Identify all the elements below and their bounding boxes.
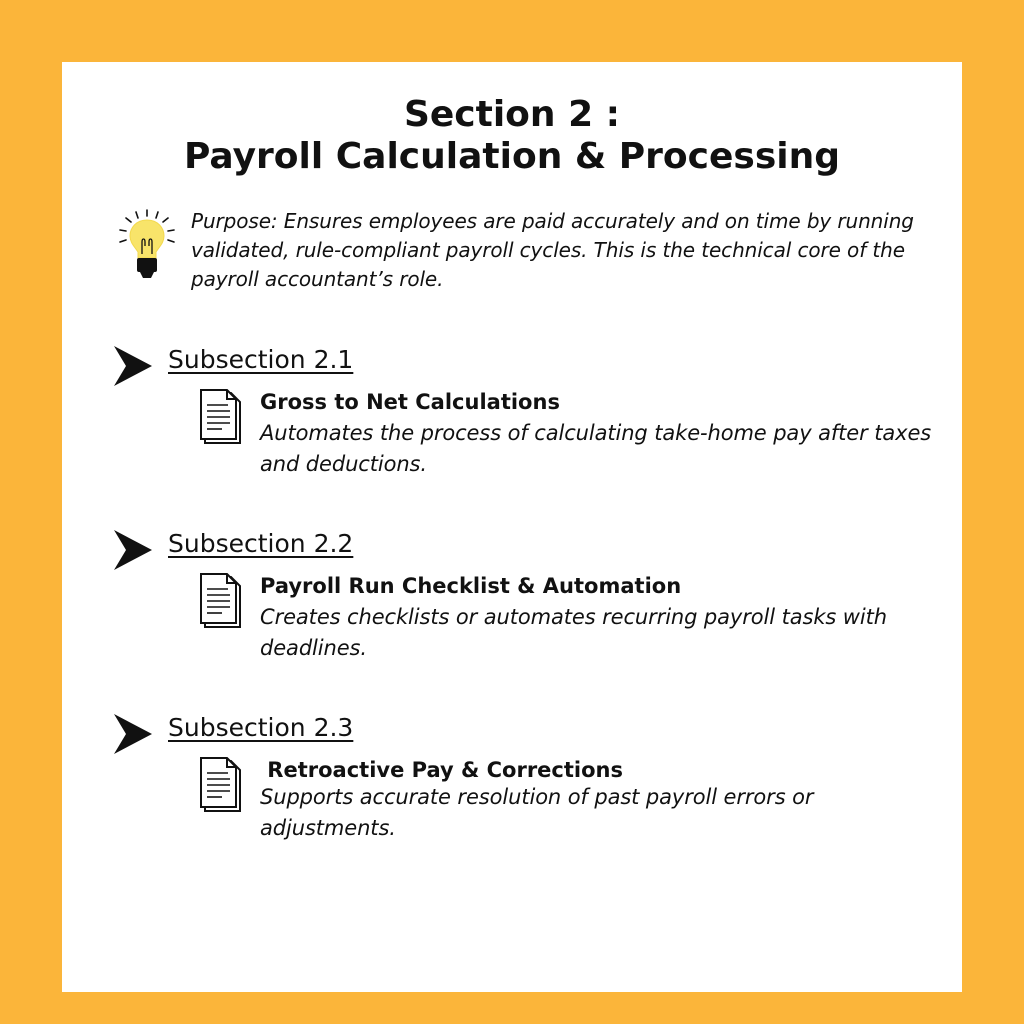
page-title-line-2: Payroll Calculation & Processing [183,136,840,177]
item-title: Retroactive Pay & Corrections [260,758,623,782]
subsection-heading: Subsection 2.2 [168,529,354,558]
item-description: Creates checklists or automates recurring payroll tasks with deadlines. [260,605,887,660]
purpose-text: Purpose: Ensures employees are paid accurately and on time by running validated, rule-compliant payroll cycles. This is the technical core of the payroll accountant’s role. [191,209,914,291]
subsection-heading: Subsection 2.3 [168,713,354,742]
item-description: Automates the process of calculating take-home pay after taxes and deductions. [260,421,932,476]
document-icon [198,388,244,446]
page-title-line-1: Section 2 : [403,94,621,135]
document-icon [198,572,244,630]
item-title: Payroll Run Checklist & Automation [260,574,682,598]
subsection-2-1 [62,344,962,484]
subsection-2-3 [62,712,962,852]
arrow-icon [112,528,154,572]
item-title: Gross to Net Calculations [260,390,560,414]
arrow-icon [112,344,154,388]
arrow-icon [112,712,154,756]
document-icon [198,756,244,814]
subsection-heading: Subsection 2.1 [168,345,354,374]
subsection-2-2 [62,528,962,668]
content-card [62,62,962,992]
page-title [62,94,962,178]
item-description: Supports accurate resolution of past payroll errors or adjustments. [260,785,814,840]
lightbulb-icon [114,208,180,284]
